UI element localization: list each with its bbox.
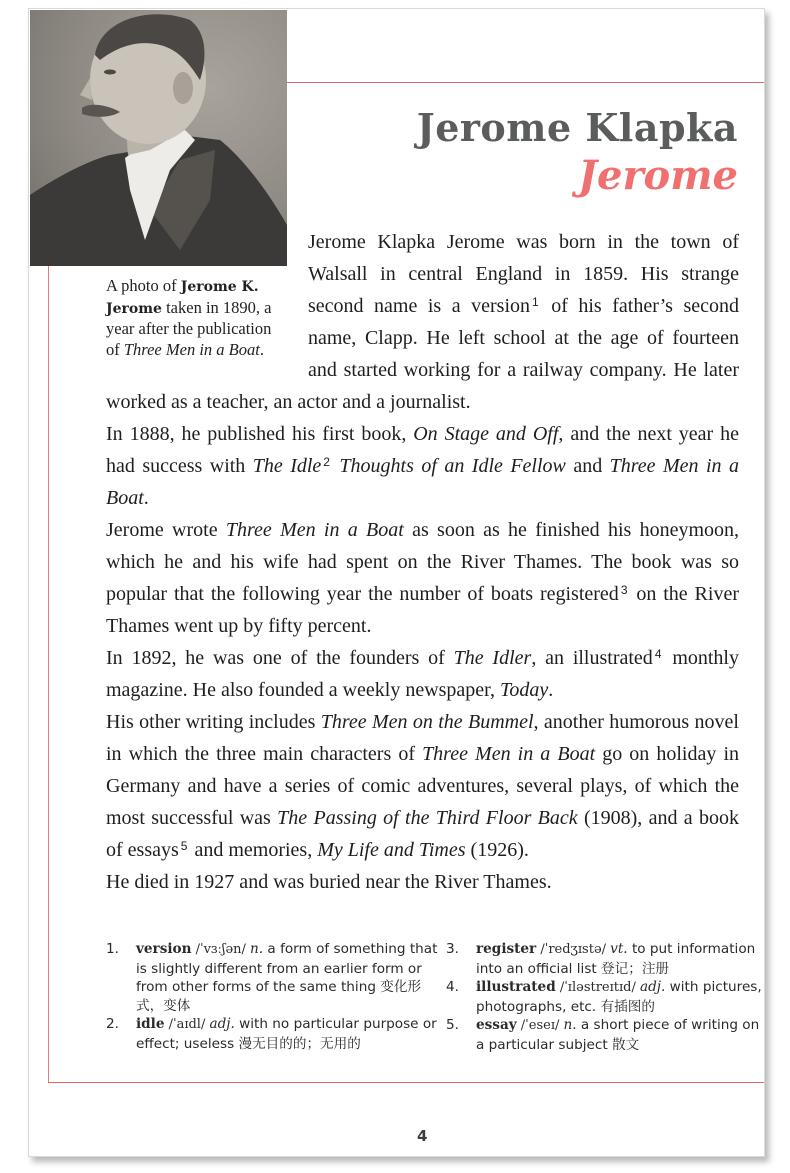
- frame-bottom-rule: [48, 1082, 764, 1083]
- title-line-1: Jerome Klapka: [416, 105, 738, 150]
- glossary-item: 1. version /ˈvɜːʃən/ n. a form of something that is slightly different from an earlier form or from other forms of the same thing 变化形式，变体: [106, 941, 438, 1014]
- glossary-word: register: [476, 941, 537, 957]
- glossary-word: illustrated: [476, 979, 556, 996]
- caption-name: Jerome K. Jerome: [106, 279, 259, 317]
- footnote-marker-3: 3: [620, 583, 628, 597]
- frame-left-rule: [48, 266, 49, 1083]
- paragraph-2: In 1888, he published his first book, On Stage and Off, and the next year he had success with The Idle $^2$ Thoughts of an Idle Fellow and Three Men in a Boat.: [106, 423, 739, 509]
- glossary-word: version: [136, 941, 192, 957]
- page-title: [416, 105, 738, 199]
- glossary-item: 2. idle /ˈaɪdl/ adj. with no particular purpose or effect; useless 漫无目的的；无用的: [106, 1016, 437, 1052]
- article-body: [106, 226, 739, 898]
- frame-top-rule: [287, 82, 764, 83]
- glossary-item: 4. illustrated /ˈɪləstreɪtɪd/ adj. with pictures, photographs, etc. 有插图的: [446, 979, 762, 1015]
- caption-wrap-spacer: [106, 226, 308, 386]
- book-page: [28, 8, 765, 1157]
- glossary-item: 3. register /ˈredʒɪstə/ vt. to put information into an official list 登记；注册: [446, 941, 756, 977]
- paragraph-4: In 1892, he was one of the founders of The Idler, an illustrated $^4$ monthly magazine. He also founded a weekly newspaper, Today.: [106, 647, 739, 701]
- paragraph-3: Jerome wrote Three Men in a Boat as soon as he finished his honeymoon, which he and his wife had spent on the River Thames. The book was so popular that the following year the number of boats registered $^3$ on the River Thames went up by fifty percent.: [106, 519, 740, 637]
- page-number: 4: [417, 1127, 428, 1145]
- caption-book-title: Three Men in a Boat: [123, 339, 260, 359]
- glossary-column-right: [446, 940, 766, 1055]
- paragraph-6: He died in 1927 and was buried near the River Thames.: [106, 871, 552, 893]
- glossary-footnotes: [106, 940, 766, 1055]
- glossary-word: essay: [476, 1017, 517, 1034]
- footnote-marker-4: 4: [654, 647, 662, 661]
- glossary-column-left: [106, 940, 446, 1055]
- photo-caption: A photo of Jerome K. Jerome taken in 1890, a year after the publication of Three Men in a Boat.: [106, 276, 272, 359]
- glossary-word: idle: [136, 1016, 165, 1033]
- footnote-marker-1: 1: [532, 295, 539, 309]
- footnote-marker-2: 2: [323, 455, 330, 469]
- glossary-item: 5. essay /ˈeseɪ/ n. a short piece of writing on a particular subject 散文: [446, 1017, 760, 1053]
- paragraph-1: Jerome Klapka Jerome was born in the town of Walsall in central England in 1859. His strange second name is a version $^1$ of his father’s second name, Clapp. He left school at the age of fourteen and started working for a railway company. He later worked as a teacher, an actor and a journalist.: [106, 231, 739, 413]
- paragraph-5: His other writing includes Three Men on the Bummel, another humorous novel in which the three main characters of Three Men in a Boat go on holiday in Germany and have a series of comic adventures, several plays, of which the most successful was The Passing of the Third Floor Back (1908), and a book of essays $^5$ and memories, My Life and Times (1926).: [106, 711, 740, 861]
- footnote-marker-5: 5: [180, 839, 188, 853]
- title-line-2: Jerome: [578, 152, 738, 199]
